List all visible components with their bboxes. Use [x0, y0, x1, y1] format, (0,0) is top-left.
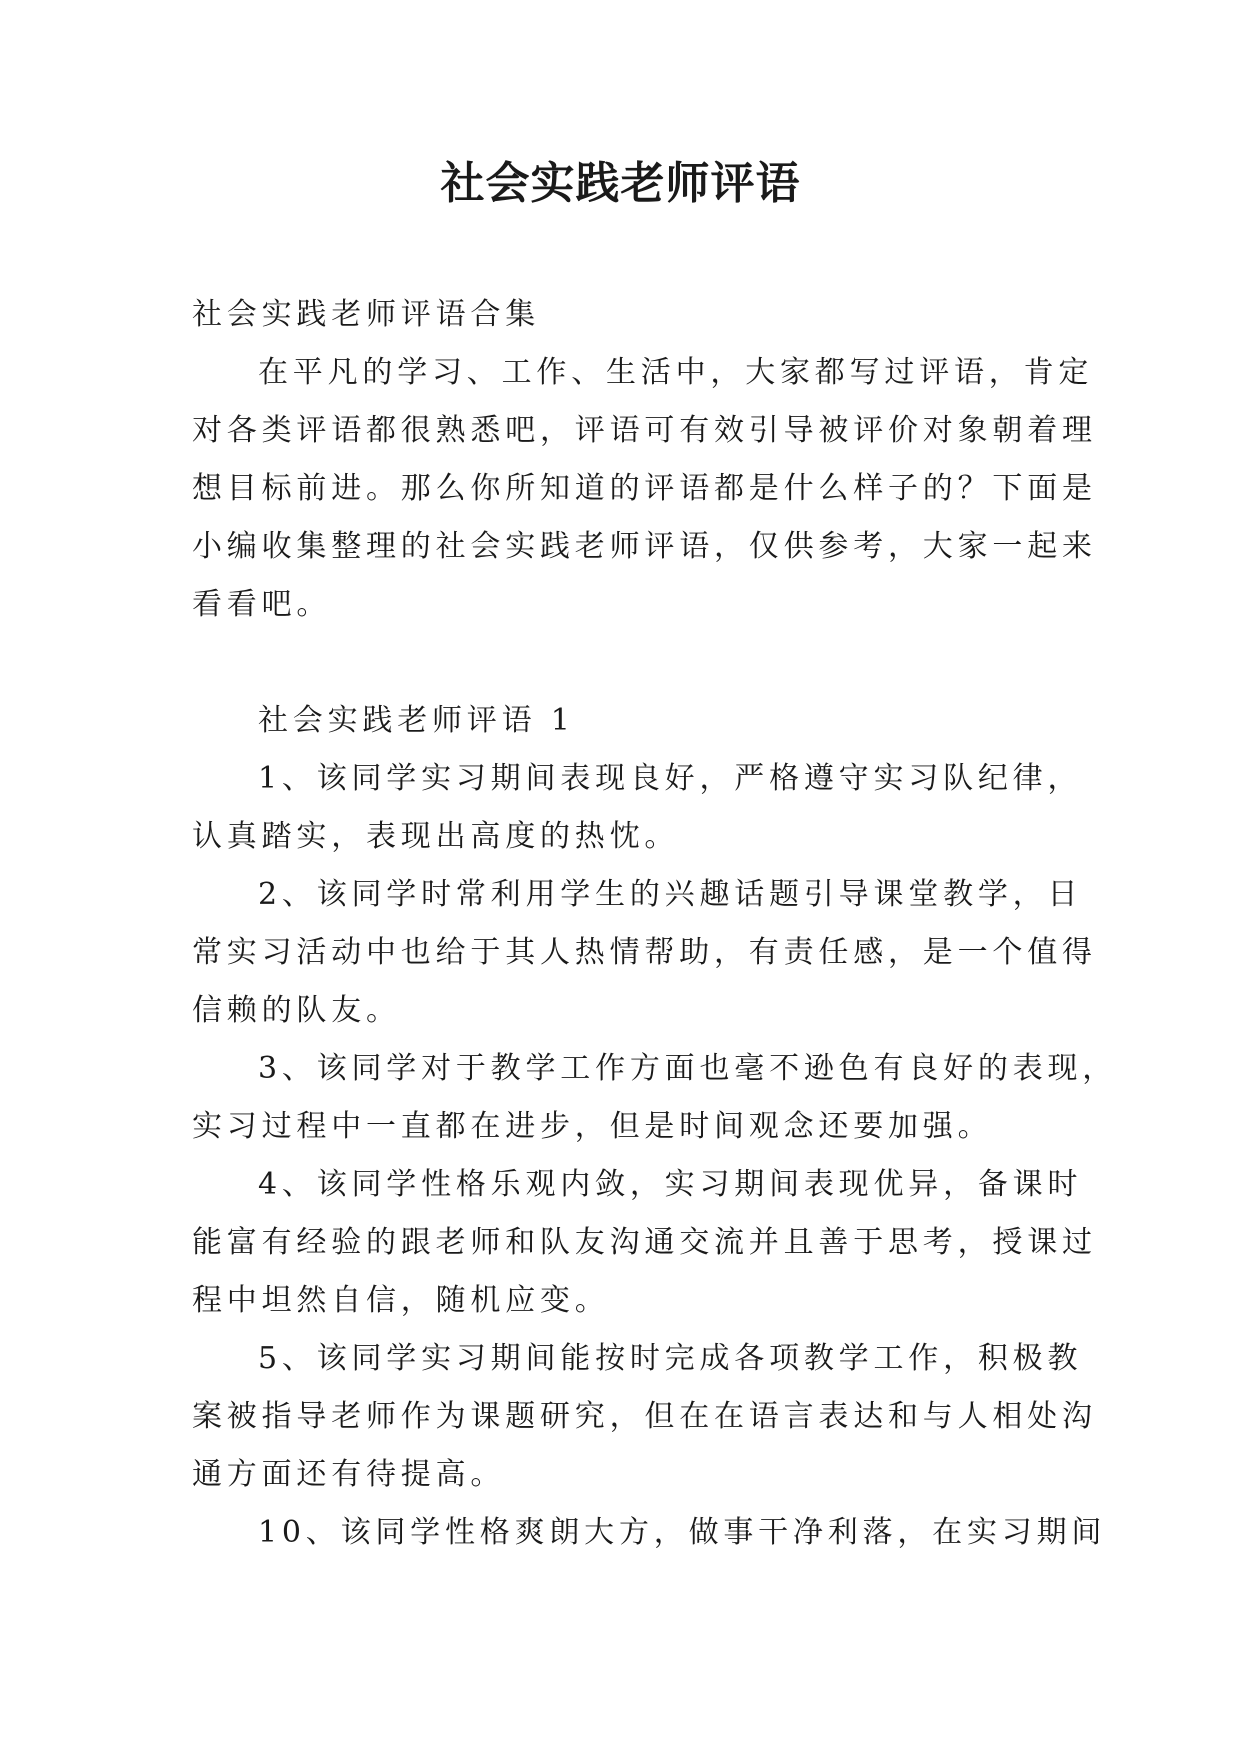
intro-line-3: 想目标前进。那么你所知道的评语都是什么样子的？下面是: [192, 471, 1097, 506]
comment-5-line-3: 通方面还有待提高。: [192, 1457, 506, 1492]
intro-line-4: 小编收集整理的社会实践老师评语，仅供参考，大家一起来: [192, 529, 1097, 564]
comment-5-line-2: 案被指导老师作为课题研究，但在在语言表达和与人相处沟: [192, 1399, 1097, 1434]
comment-3-line-2: 实习过程中一直都在进步，但是时间观念还要加强。: [192, 1109, 993, 1144]
intro-line-5: 看看吧。: [192, 587, 332, 622]
comment-5-line-1: 5、该同学实习期间能按时完成各项教学工作，积极教: [258, 1341, 1083, 1376]
comment-1-line-2: 认真踏实，表现出高度的热忱。: [192, 819, 680, 854]
comment-3-line-1: 3、该同学对于教学工作方面也毫不逊色有良好的表现，: [258, 1051, 1118, 1086]
comment-2-line-2: 常实习活动中也给于其人热情帮助，有责任感，是一个值得: [192, 935, 1097, 970]
intro-line-2: 对各类评语都很熟悉吧，评语可有效引导被评价对象朝着理: [192, 413, 1097, 448]
section-heading-1: 社会实践老师评语 1: [258, 703, 575, 738]
comment-2-line-1: 2、该同学时常利用学生的兴趣话题引导课堂教学，日: [258, 877, 1083, 912]
comment-4-line-1: 4、该同学性格乐观内敛，实习期间表现优异，备课时: [258, 1167, 1083, 1202]
collection-heading: 社会实践老师评语合集: [192, 297, 540, 332]
intro-line-1: 在平凡的学习、工作、生活中，大家都写过评语，肯定: [258, 355, 1094, 390]
comment-2-line-3: 信赖的队友。: [192, 993, 401, 1028]
document-title: 社会实践老师评语: [440, 158, 801, 209]
comment-1-line-1: 1、该同学实习期间表现良好，严格遵守实习队纪律，: [258, 761, 1083, 796]
comment-10-line-1: 10、该同学性格爽朗大方，做事干净利落，在实习期间: [258, 1515, 1107, 1550]
comment-4-line-2: 能富有经验的跟老师和队友沟通交流并且善于思考，授课过: [192, 1225, 1097, 1260]
comment-4-line-3: 程中坦然自信，随机应变。: [192, 1283, 610, 1318]
